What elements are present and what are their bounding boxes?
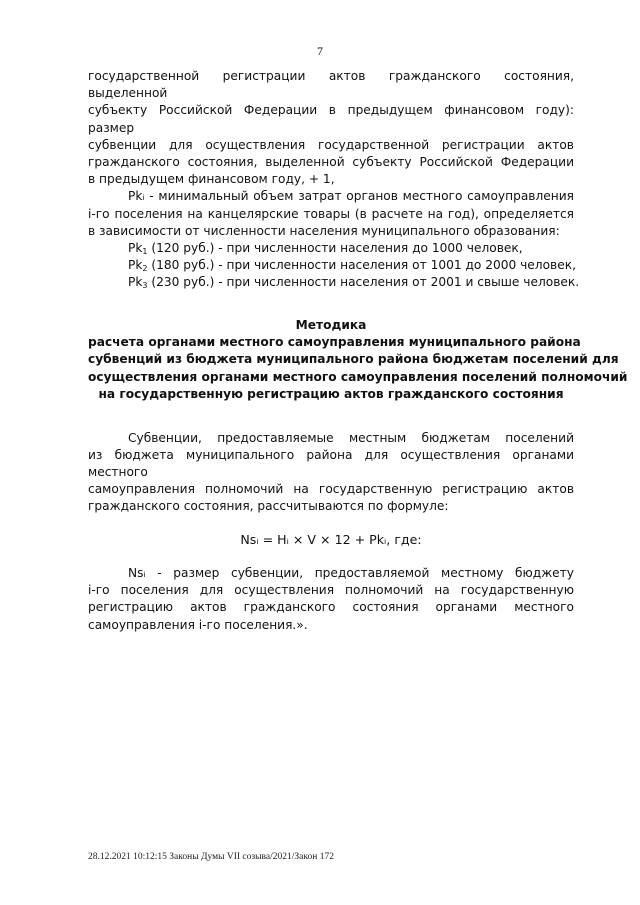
text-line: субъекту Российской Федерации в предыдущем финансовом году): размер bbox=[88, 103, 574, 135]
text-line: из бюджета муниципального района для осуществления органами местного bbox=[88, 447, 574, 480]
section-heading bbox=[88, 317, 628, 404]
text-line: в предыдущем финансовом году, + 1, bbox=[88, 172, 335, 187]
pk-item: $Pk_3$ (230 руб.) - при численности населения от 2001 и свыше человек. bbox=[128, 275, 580, 291]
heading-line: расчета органами местного самоуправления муниципального района bbox=[88, 335, 581, 350]
pk-item: $Pk_1$ (120 руб.) - при численности населения до 1000 человек, bbox=[128, 241, 523, 257]
heading-line: субвенций из бюджета муниципального района бюджетам поселений для bbox=[88, 352, 619, 367]
text-line: гражданского состояния, выделенной субъекту Российской Федерации bbox=[88, 155, 574, 170]
heading-line: Методика bbox=[295, 317, 367, 332]
text-line: в зависимости от численности населения муниципального образования: bbox=[88, 223, 560, 238]
text-line: Субвенции, предоставляемые местным бюджетам поселений bbox=[128, 430, 574, 445]
pk-item: $Pk_2$ (180 руб.) - при численности населения от 1001 до 2000 человек, bbox=[128, 258, 576, 274]
paragraph-pk-definition bbox=[88, 188, 574, 240]
text-line: государственной регистрации актов гражданского состояния, выделенной bbox=[88, 69, 574, 101]
pk-list bbox=[88, 240, 580, 292]
footer-stamp: 28.12.2021 10:12:15 Законы Думы VII созыва/2021/Закон 172 bbox=[88, 852, 334, 862]
page-number: 7 bbox=[317, 44, 323, 58]
paragraph-subventions bbox=[88, 430, 574, 516]
text-line: гражданского состояния, рассчитываются по формуле: bbox=[88, 499, 449, 514]
paragraph-ns-definition bbox=[88, 565, 574, 634]
text-line: регистрацию актов гражданского состояния органами местного bbox=[88, 600, 574, 615]
text-line: самоуправления i-го поселения.». bbox=[88, 617, 308, 632]
text-line: Nsᵢ - размер субвенции, предоставляемой местному бюджету bbox=[128, 565, 574, 580]
text-line: самоуправления полномочий на государственную регистрацию актов bbox=[88, 482, 574, 497]
text-line: Pkᵢ - минимальный объем затрат органов местного самоуправления bbox=[128, 189, 574, 204]
text-line: i-го поселения для осуществления полномочий на государственную bbox=[88, 583, 574, 598]
text-line: i-го поселения на канцелярские товары (в расчете на год), определяется bbox=[88, 206, 574, 221]
document-body bbox=[88, 68, 628, 634]
text-line: субвенции для осуществления государственной регистрации актов bbox=[88, 137, 574, 152]
heading-line: осуществления органами местного самоуправления поселений полномочий bbox=[88, 369, 628, 384]
heading-line: на государственную регистрацию актов гражданского состояния bbox=[98, 387, 564, 402]
spacer bbox=[88, 404, 574, 430]
formula: Nsᵢ = Hᵢ × V × 12 + Pkᵢ, где: bbox=[240, 531, 422, 547]
paragraph-continuation bbox=[88, 68, 574, 188]
